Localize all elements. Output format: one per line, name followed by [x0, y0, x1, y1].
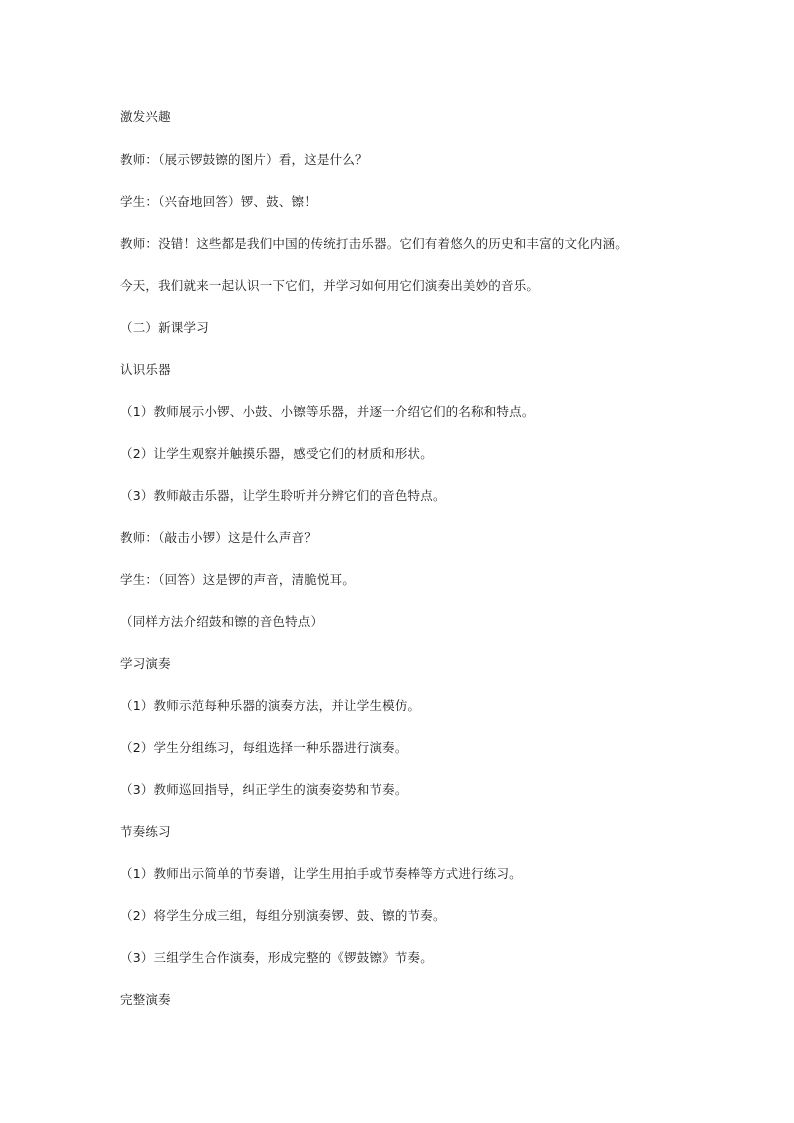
section-heading: （二）新课学习: [120, 320, 209, 335]
paragraph-line: 今天，我们就来一起认识一下它们，并学习如何用它们演奏出美妙的音乐。: [120, 278, 540, 293]
list-item: （2）学生分组练习，每组选择一种乐器进行演奏。: [120, 740, 408, 755]
dialogue-line: 学生：（兴奋地回答）锣、鼓、镲！: [120, 194, 317, 209]
dialogue-line: 教师：（展示锣鼓镲的图片）看，这是什么？: [120, 152, 368, 167]
list-item: （2）让学生观察并触摸乐器，感受它们的材质和形状。: [120, 446, 433, 461]
note-line: （同样方法介绍鼓和镲的音色特点）: [120, 614, 324, 629]
subheading-know-instruments: 认识乐器: [120, 362, 171, 377]
list-item: （2）将学生分成三组，每组分别演奏锣、鼓、镲的节奏。: [120, 908, 446, 923]
list-item: （1）教师示范每种乐器的演奏方法，并让学生模仿。: [120, 698, 421, 713]
subheading-rhythm-practice: 节奏练习: [120, 824, 171, 839]
list-item: （3）三组学生合作演奏，形成完整的《锣鼓镲》节奏。: [120, 950, 433, 965]
dialogue-line: 教师：（敲击小锣）这是什么声音？: [120, 530, 317, 545]
list-item: （3）教师巡回指导，纠正学生的演奏姿势和节奏。: [120, 782, 408, 797]
dialogue-line: 教师：没错！这些都是我们中国的传统打击乐器。它们有着悠久的历史和丰富的文化内涵。: [120, 236, 629, 251]
heading-stimulate-interest: 激发兴趣: [120, 109, 171, 124]
subheading-learn-performance: 学习演奏: [120, 656, 171, 671]
list-item: （1）教师出示简单的节奏谱，让学生用拍手或节奏棒等方式进行练习。: [120, 866, 522, 881]
list-item: （3）教师敲击乐器，让学生聆听并分辨它们的音色特点。: [120, 488, 446, 503]
list-item: （1）教师展示小锣、小鼓、小镲等乐器，并逐一介绍它们的名称和特点。: [120, 404, 535, 419]
dialogue-line: 学生：（回答）这是锣的声音，清脆悦耳。: [120, 572, 356, 587]
subheading-full-performance: 完整演奏: [120, 992, 171, 1007]
